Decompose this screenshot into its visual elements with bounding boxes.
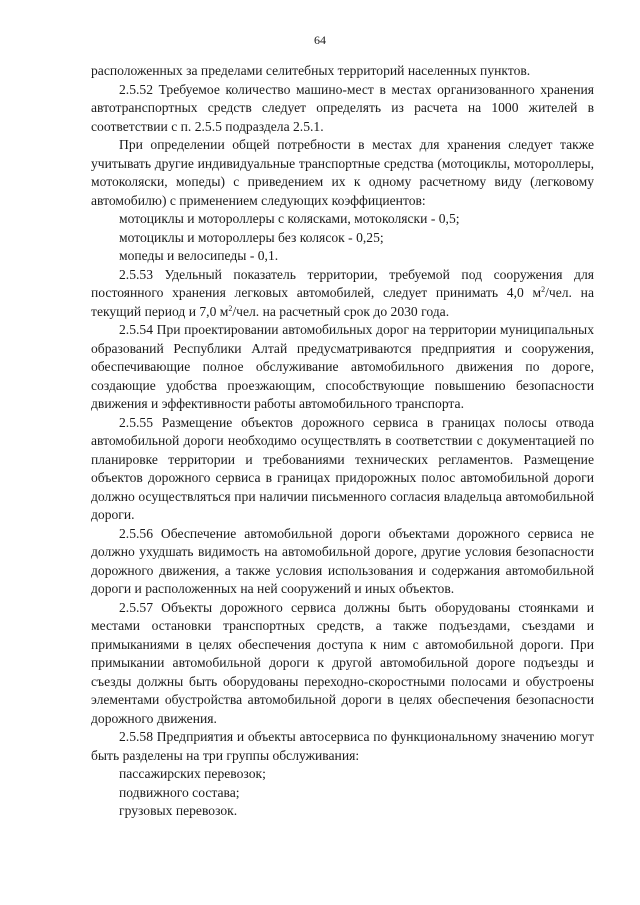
- paragraph-2-5-53-part-a: 2.5.53 Удельный показатель территории, требуемой под сооружения для постоянного хранения легковых автомобилей, следует принимать 4,0 м: [91, 266, 594, 300]
- superscript-square-2: 2: [228, 303, 233, 313]
- superscript-square-1: 2: [541, 285, 546, 294]
- list-item-coefficient-2: мотоциклы и мотороллеры без колясок - 0,25;: [119, 229, 384, 245]
- list-item-coefficient-3: мопеды и велосипеды - 0,1.: [119, 248, 279, 263]
- list-item-service-group-3: грузовых перевозок.: [119, 803, 238, 818]
- paragraph-2-5-52: 2.5.52 Требуемое количество машино-мест в местах организованного хранения автотранспортных средств следует определять из расчета на 1000 жителей в соответствии с п. 2.5.5 подраздела 2.5.1.: [91, 81, 594, 134]
- paragraph-2-5-53-part-b: /чел. на текущий период и 7,0 м: [91, 285, 594, 319]
- list-item-service-group-2: подвижного состава;: [119, 784, 240, 800]
- paragraph-2-5-53: [91, 266, 594, 322]
- paragraph-continuation: расположенных за пределами селитебных территорий населенных пунктов.: [91, 63, 531, 78]
- paragraph-2-5-56: 2.5.56 Обеспечение автомобильной дороги объектами дорожного сервиса не должно ухудшать видимость на автомобильной дороге, другие условия безопасности дорожного движения, а также условия использования и содержания автомобильной дороги и расположенных на ней сооружений и иных объектов.: [91, 525, 594, 596]
- paragraph-2-5-57: 2.5.57 Объекты дорожного сервиса должны быть оборудованы стоянками и местами остановки транспортных средств, а также подъездами, съездами и примыканиями в целях обеспечения доступа к ним с автомобильной дороги. При примыкании автомобильной дороги к другой автомобильной дороге подъезды и съезды должны быть оборудованы переходно-скоростными полосами и обустроены элементами обустройства автомобильной дороги в целях обеспечения безопасности дорожного движения.: [91, 599, 594, 726]
- paragraph-2-5-54: 2.5.54 При проектировании автомобильных дорог на территории муниципальных образований Республики Алтай предусматриваются предприятия и сооружения, обеспечивающие полное обслуживание автомобильного движения по дороге, создающие удобства проезжающим, способствующие повышению безопасности движения и эффективности работы автомобильного транспорта.: [91, 322, 594, 411]
- document-body: [91, 62, 594, 821]
- list-item-coefficient-1: мотоциклы и мотороллеры с колясками, мотоколяски - 0,5;: [119, 211, 460, 226]
- paragraph-2-5-55: 2.5.55 Размещение объектов дорожного сервиса в границах полосы отвода автомобильной дороги необходимо осуществлять в соответствии с документацией по планировке территории и требованиями технических регламентов. Размещение объектов дорожного сервиса в границах придорожных полос автомобильной дороги должно осуществляться при наличии письменного согласия владельца автомобильной дороги.: [91, 414, 594, 522]
- paragraph-2-5-53-part-c: /чел. на расчетный срок до 2030 года.: [232, 303, 450, 319]
- page-number: 64: [314, 33, 326, 47]
- paragraph-vehicle-coefficients: При определении общей потребности в местах для хранения следует также учитывать другие индивидуальные транспортные средства (мотоциклы, мотороллеры, мотоколяски, мопеды) с приведением их к одному расчетному виду (легковому автомобилю) с применением следующих коэффициентов:: [91, 137, 594, 208]
- paragraph-2-5-58: 2.5.58 Предприятия и объекты автосервиса по функциональному значению могут быть разделены на три группы обслуживания:: [91, 729, 594, 763]
- list-item-service-group-1: пассажирских перевозок;: [119, 766, 266, 781]
